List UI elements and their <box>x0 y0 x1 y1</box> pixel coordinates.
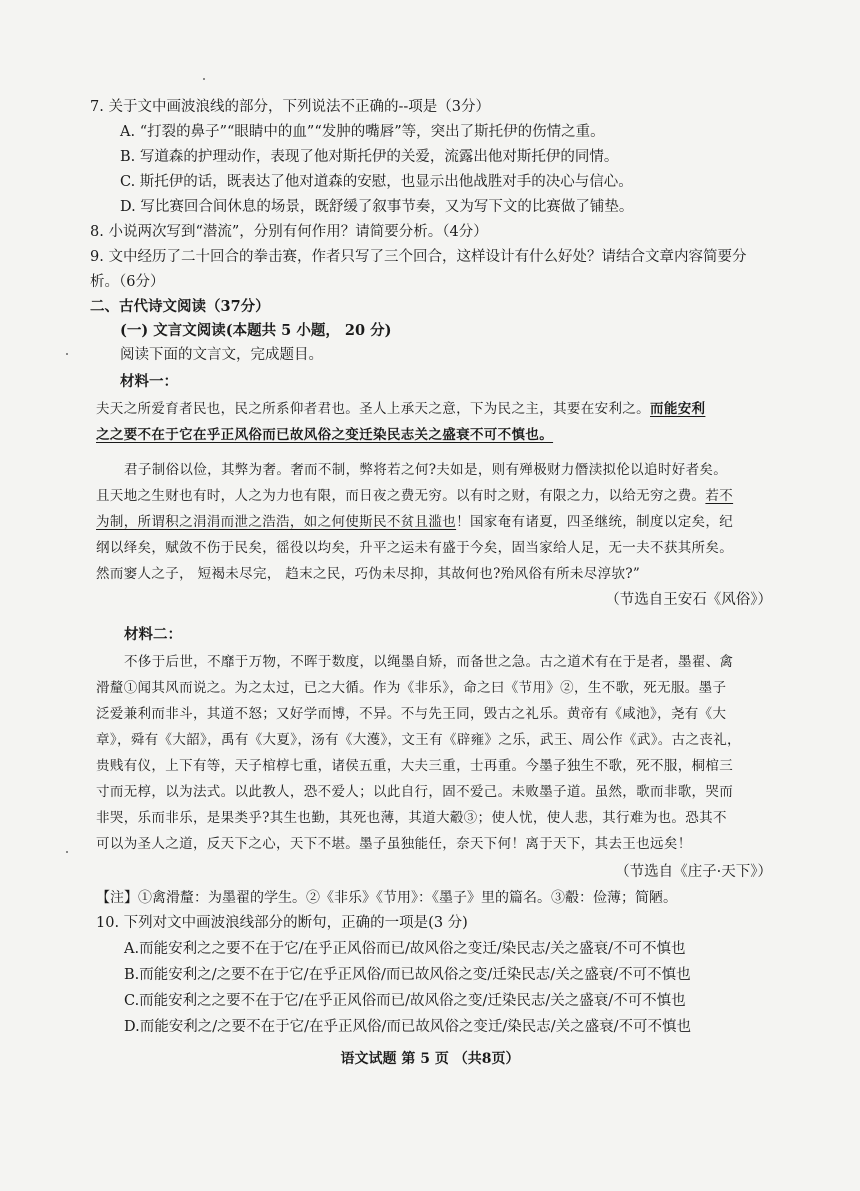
material-1-source: （节选自王安石《风俗》） <box>605 592 772 608</box>
material-1-underlined: 若不 <box>705 488 734 504</box>
q7-option-b: B. 写道森的护理动作，表现了他对斯托伊的关爱，流露出他对斯托伊的同情。 <box>120 149 619 165</box>
material-2-line: 非哭，乐而非乐，是果类乎?其生也勤，其死也薄，其道大觳③；使人忧，使人悲，其行难为也。恐其不 <box>96 810 727 826</box>
material-2-line: 泛爱兼利而非斗，其道不怒；又好学而博，不异。不与先王同，毁古之礼乐。黄帝有《咸池》，尧有《大 <box>96 706 727 722</box>
scan-speck <box>66 353 68 355</box>
material-1-line <box>96 486 733 506</box>
q7-stem: 7. 关于文中画波浪线的部分，下列说法不正确的--项是（3分） <box>90 99 490 115</box>
q10-option-b: B.而能安利之/之要不在于它/在乎正风俗/而已故风俗之变/迁染民志/关之盛衰/不可不慎也 <box>124 967 691 983</box>
q10-stem: 10. 下列对文中画波浪线部分的断句，正确的一项是(3 分) <box>96 915 468 931</box>
material-2-line: 不侈于后世，不靡于万物，不晖于数度，以绳墨自矫，而备世之急。古之道术有在于是者，墨翟、禽 <box>124 654 734 670</box>
q7-option-c: C. 斯托伊的话，既表达了他对道森的安慰，也显示出他战胜对手的决心与信心。 <box>120 174 633 190</box>
material-2-line: 贵贱有仪，上下有等，天子棺椁七重，诸侯五重，大夫三重，士再重。今墨子独生不歌，死不服，桐棺三 <box>96 758 734 774</box>
material-1-text: ！国家奄有诸夏，四圣继统，制度以定矣，纪 <box>456 514 734 530</box>
material-2-line: 滑釐①闻其风而说之。为之太过，已之大循。作为《非乐》，命之曰《节用》②，生不歌，死无服。墨子 <box>96 680 727 696</box>
material-1-line: 君子制俗以俭，其弊为奢。奢而不制，弊将若之何?夫如是，则有殚极财力僭渎拟伦以追时好者矣。 <box>124 462 728 478</box>
instruction: 阅读下面的文言文，完成题目。 <box>120 347 323 363</box>
material-1-line <box>96 512 733 532</box>
material-1-text: 夫天之所爱育者民也，民之所系仰者君也。圣人上承天之意，下为民之主，其要在安利之。 <box>96 401 650 417</box>
q8-stem: 8. 小说两次写到“潜流”，分别有何作用？请简要分析。（4分） <box>90 224 488 240</box>
q9-stem-line1: 9. 文中经历了二十回合的拳击赛，作者只写了三个回合，这样设计有什么好处？请结合文章内容简要分 <box>90 249 747 265</box>
scan-speck <box>66 851 68 853</box>
material-2-label: 材料二： <box>124 626 182 643</box>
material-1-wavy-line: 之之要不在于它在乎正风俗而已故风俗之变迁染民志关之盛衰不可不慎也。 <box>96 427 554 443</box>
material-2-source: （节选自《庄子·天下》） <box>615 864 772 880</box>
material-2-line: 可以为圣人之道，反天下之心，天下不堪。墨子虽独能任，奈天下何！离于天下，其去王也远矣！ <box>96 836 692 852</box>
material-1-line <box>96 399 705 419</box>
q10-option-a: A.而能安利之之要不在于它/在乎正风俗而已/故风俗之变迁/染民志/关之盛衰/不可不慎也 <box>124 941 686 957</box>
material-1-text: 且天地之生财也有时，人之为力也有限，而日夜之费无穷。以有时之财，有限之力，以给无穷之费。 <box>96 488 706 504</box>
page-footer: 语文试题 第 5 页 （共8页） <box>340 1051 520 1067</box>
material-2-line: 寸而无椁，以为法式。以此教人，恐不爱人；以此自行，固不爱己。未败墨子道。虽然，歌而非歌，哭而 <box>96 784 734 800</box>
subsection-title: (一) 文言文阅读(本题共 5 小题， 20 分) <box>120 322 392 339</box>
material-1-wavy-start: 而能安利 <box>650 401 706 417</box>
material-1-label: 材料一： <box>120 373 178 390</box>
q7-option-a: A. “打裂的鼻子”“眼睛中的血”“发肿的嘴唇”等，突出了斯托伊的伤情之重。 <box>120 124 605 140</box>
material-1-line: 纲以绎矣，赋敛不伤于民矣，徭役以均矣，升平之运未有盛于今矣，固当家给人足，无一夫不获其所矣。 <box>96 540 734 556</box>
q7-option-d: D. 写比赛回合间休息的场景，既舒缓了叙事节奏，又为写下文的比赛做了铺垫。 <box>120 199 634 215</box>
material-1-line: 然而窭人之子， 短褐未尽完， 趋末之民，巧伪未尽抑，其故何也?殆风俗有所未尽淳欤?” <box>96 566 641 582</box>
q10-option-c: C.而能安利之之要不在于它/在乎正风俗而已/故风俗之变/迁染民志/关之盛衰/不可不慎也 <box>124 993 686 1009</box>
section-title: 二、古代诗文阅读（37分） <box>90 298 270 315</box>
material-2-line: 章》，舜有《大韶》，禹有《大夏》，汤有《大濩》，文王有《辟雍》之乐，武王、周公作《武》。古之丧礼， <box>96 732 741 748</box>
q9-stem-line2: 析。（6分） <box>90 274 165 290</box>
q10-option-d: D.而能安利之/之要不在于它/在乎正风俗/而已故风俗之变迁/染民志/关之盛衰/不可不慎也 <box>124 1019 692 1035</box>
annotation-note: 【注】①禽滑釐：为墨翟的学生。②《非乐》《节用》：《墨子》里的篇名。③觳：俭薄；简陋。 <box>96 890 677 906</box>
scan-speck <box>203 78 205 80</box>
material-1-underlined: 为制，所谓积之涓涓而泄之浩浩，如之何使斯民不贫且滥也 <box>96 514 457 530</box>
